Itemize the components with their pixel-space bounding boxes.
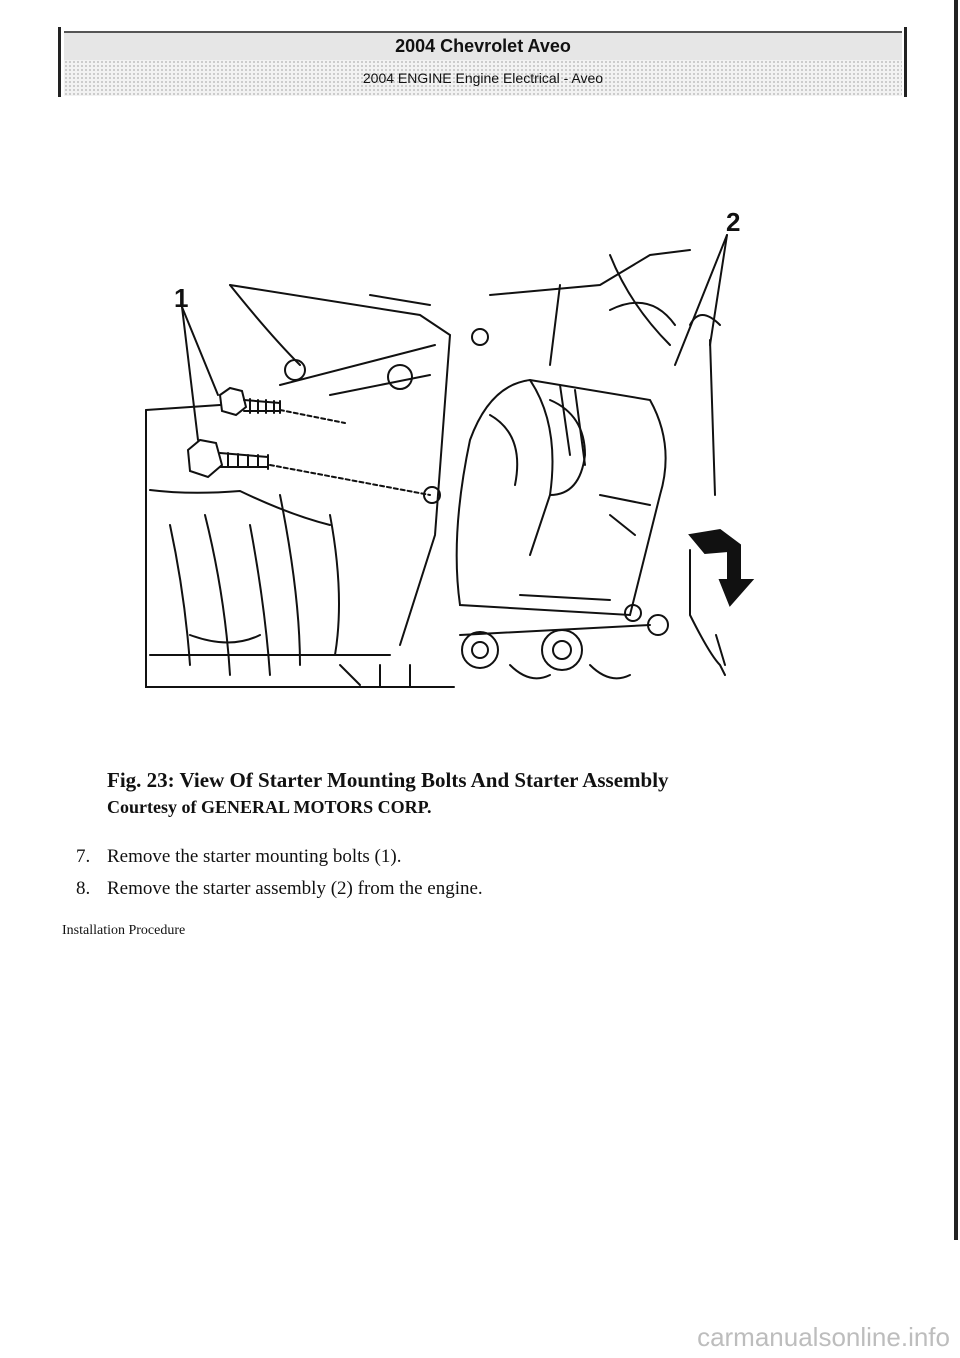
- section-title: Installation Procedure: [62, 923, 186, 938]
- step-text: Remove the starter mounting bolts (1).: [107, 846, 402, 867]
- figure-credit: Courtesy of GENERAL MOTORS CORP.: [107, 797, 432, 817]
- step-7: [76, 846, 401, 868]
- right-border-line: [954, 0, 958, 1240]
- step-text: Remove the starter assembly (2) from the engine.: [107, 878, 483, 899]
- step-number: 7.: [76, 846, 91, 867]
- callout-1: 1: [174, 283, 189, 313]
- figure-caption: Fig. 23: View Of Starter Mounting Bolts And Starter Assembly: [107, 768, 669, 792]
- document-subtitle: 2004 ENGINE Engine Electrical - Aveo: [64, 60, 902, 96]
- left-border-line: [58, 27, 61, 97]
- watermark: carmanualsonline.info: [697, 1322, 950, 1352]
- starter-diagram: [130, 195, 770, 695]
- callout-2: 2: [726, 207, 741, 237]
- step-number: 8.: [76, 878, 91, 899]
- right-border-line-top: [904, 27, 907, 97]
- document-title: 2004 Chevrolet Aveo: [64, 31, 902, 61]
- step-8: [76, 878, 483, 900]
